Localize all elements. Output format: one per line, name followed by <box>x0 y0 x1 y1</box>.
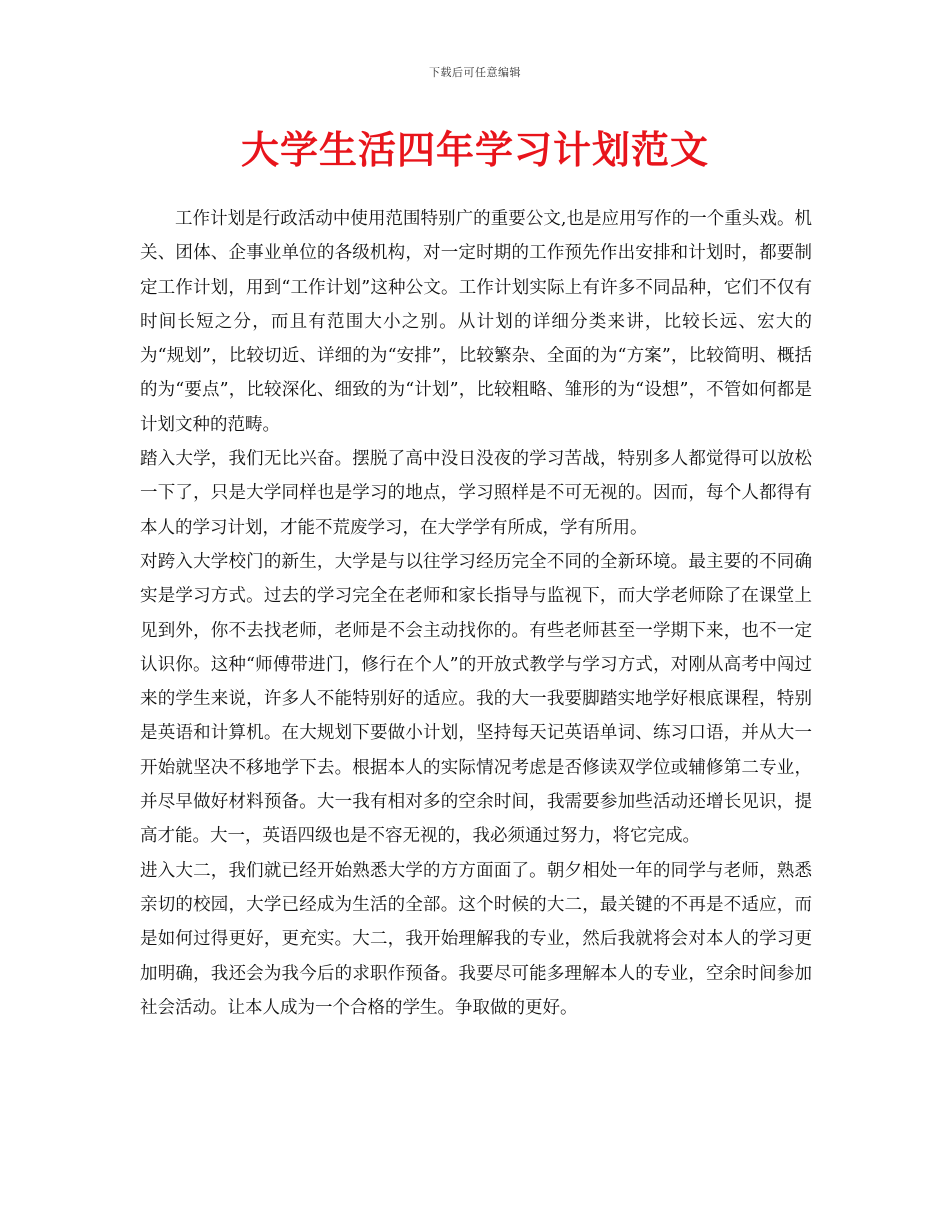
paragraph-second-year: 进入大二，我们就已经开始熟悉大学的方方面面了。朝夕相处一年的同学与老师，熟悉亲切的校园，大学已经成为生活的全部。这个时候的大二，最关键的不再是不适应，而是如何过得更好，更充实。大二，我开始理解我的专业，然后我就将会对本人的学习更加明确，我还会为我今后的求职作预备。我要尽可能多理解本人的专业，空余时间参加社会活动。让本人成为一个合格的学生。争取做的更好。 <box>140 860 812 1018</box>
document-title: 大学生活四年学习计划范文 <box>240 127 709 172</box>
header-note: 下载后可任意编辑 <box>429 66 521 79</box>
paragraph-intro: 工作计划是行政活动中使用范围特别广的重要公文,也是应用写作的一个重头戏。机关、团体、企事业单位的各级机构，对一定时期的工作预先作出安排和计划时，都要制定工作计划，用到“工作计划”这种公文。工作计划实际上有许多不同品种，它们不仅有时间长短之分，而且有范围大小之别。从计划的详细分类来讲，比较长远、宏大的为“规划”，比较切近、详细的为“安排”，比较繁杂、全面的为“方案”，比较简明、概括的为“要点”，比较深化、细致的为“计划”，比较粗略、雏形的为“设想”，不管如何都是计划文种的范畴。 <box>140 209 812 435</box>
document-body <box>140 202 812 1025</box>
paragraph-first-year: 对跨入大学校门的新生，大学是与以往学习经历完全不同的全新环境。最主要的不同确实是学习方式。过去的学习完全在老师和家长指导与监视下，而大学老师除了在课堂上见到外，你不去找老师，老师是不会主动找你的。有些老师甚至一学期下来，也不一定认识你。这种“师傅带进门，修行在个人”的开放式教学与学习方式，对刚从高考中闯过来的学生来说，许多人不能特别好的适应。我的大一我要脚踏实地学好根底课程，特别是英语和计算机。在大规划下要做小计划，坚持每天记英语单词、练习口语，并从大一开始就坚决不移地学下去。根据本人的实际情况考虑是否修读双学位或辅修第二专业，并尽早做好材料预备。大一我有相对多的空余时间，我需要参加些活动还增长见识，提高才能。大一，英语四级也是不容无视的，我必须通过努力，将它完成。 <box>140 551 812 847</box>
paragraph-entering-university: 踏入大学，我们无比兴奋。摆脱了高中没日没夜的学习苦战，特别多人都觉得可以放松一下了，只是大学同样也是学习的地点，学习照样是不可无视的。因而，每个人都得有本人的学习计划，才能不荒废学习，在大学学有所成，学有所用。 <box>140 449 812 538</box>
